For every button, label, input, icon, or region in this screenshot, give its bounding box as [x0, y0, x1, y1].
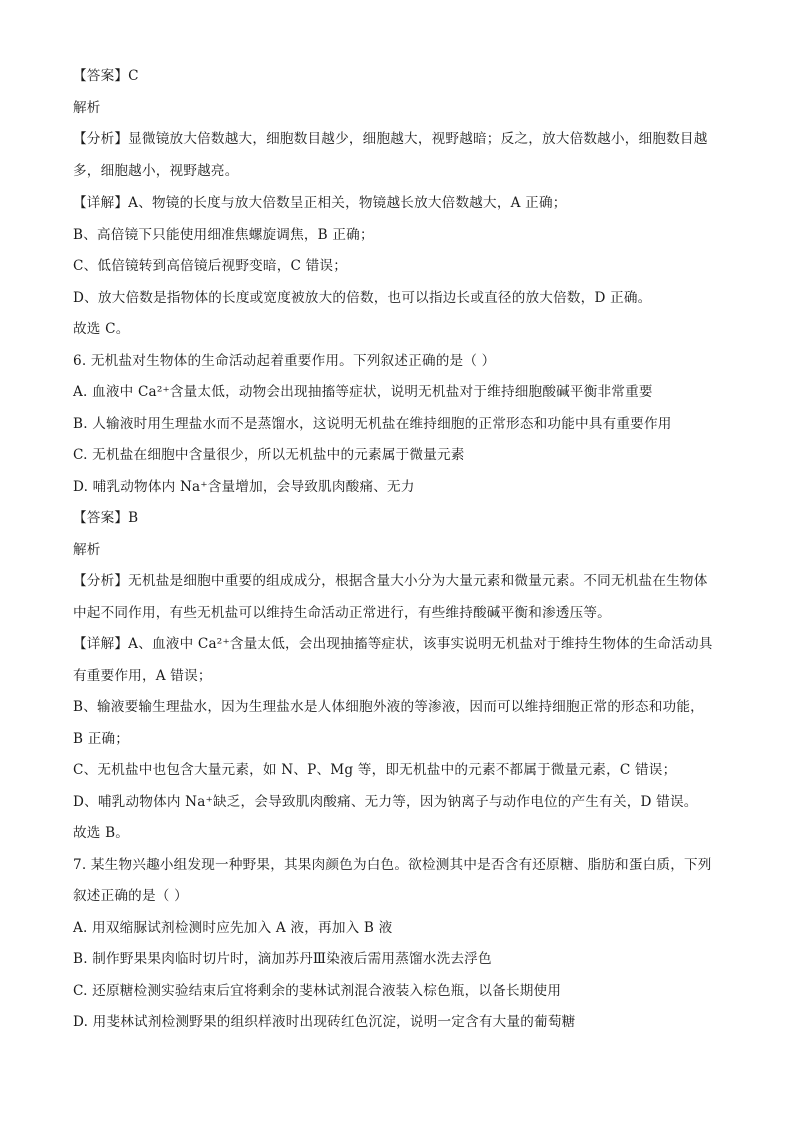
question-6-option-c: C. 无机盐在细胞中含量很少，所以无机盐中的元素属于微量元素	[73, 447, 465, 463]
question-7-stem: 7. 某生物兴趣小组发现一种野果，其果肉颜色为白色。欲检测其中是否含有还原糖、脂肪和蛋白质，下列	[73, 857, 712, 873]
question-6-option-a: A. 血液中 Ca²⁺含量太低，动物会出现抽搐等症状，说明无机盐对于维持细胞酸碱平衡非常重要	[73, 384, 653, 400]
analysis-text: 【分析】无机盐是细胞中重要的组成成分，根据含量大小分为大量元素和微量元素。不同无机盐在生物体	[73, 573, 708, 589]
detail-text: C、低倍镜转到高倍镜后视野变暗，C 错误；	[73, 258, 348, 274]
question-6-option-b: B. 人输液时用生理盐水而不是蒸馏水，这说明无机盐在维持细胞的正常形态和功能中具有重要作用	[73, 416, 672, 432]
detail-text: B 正确；	[73, 731, 130, 747]
detail-text: B、输液要输生理盐水，因为生理盐水是人体细胞外液的等渗液，因而可以维持细胞正常的形态和功能，	[73, 699, 704, 715]
answer-line: 【答案】C	[73, 68, 139, 84]
question-7-option-c: C. 还原糖检测实验结束后宜将剩余的斐林试剂混合液装入棕色瓶，以备长期使用	[73, 983, 562, 999]
analysis-heading: 解析	[73, 542, 101, 558]
question-7-option-d: D. 用斐林试剂检测野果的组织样液时出现砖红色沉淀，说明一定含有大量的葡萄糖	[73, 1014, 576, 1030]
question-7-stem: 叙述正确的是（ ）	[73, 888, 188, 904]
conclusion-text: 故选 C。	[73, 321, 130, 337]
detail-text: 有重要作用，A 错误；	[73, 668, 212, 684]
detail-text: B、高倍镜下只能使用细准焦螺旋调焦，B 正确；	[73, 227, 374, 243]
analysis-text: 【分析】显微镜放大倍数越大，细胞数目越少，细胞越大，视野越暗；反之，放大倍数越小，细胞数目越	[73, 131, 708, 147]
conclusion-text: 故选 B。	[73, 825, 130, 841]
analysis-heading: 解析	[73, 100, 101, 116]
analysis-text: 多，细胞越小，视野越亮。	[73, 163, 239, 179]
analysis-text: 中起不同作用，有些无机盐可以维持生命活动正常进行，有些维持酸碱平衡和渗透压等。	[73, 605, 611, 621]
question-7-option-a: A. 用双缩脲试剂检测时应先加入 A 液，再加入 B 液	[73, 920, 393, 936]
detail-text: D、放大倍数是指物体的长度或宽度被放大的倍数，也可以指边长或直径的放大倍数，D 正确。	[73, 290, 652, 306]
question-6-option-d: D. 哺乳动物体内 Na⁺含量增加，会导致肌肉酸痛、无力	[73, 479, 415, 495]
question-6-stem: 6. 无机盐对生物体的生命活动起着重要作用。下列叙述正确的是（ ）	[73, 353, 496, 369]
question-7-option-b: B. 制作野果果肉临时切片时，滴加苏丹Ⅲ染液后需用蒸馏水洗去浮色	[73, 951, 492, 967]
detail-text: 【详解】A、血液中 Ca²⁺含量太低，会出现抽搐等症状，该事实说明无机盐对于维持生物体的生命活动具	[73, 636, 713, 652]
answer-line: 【答案】B	[73, 510, 139, 526]
detail-text: 【详解】A、物镜的长度与放大倍数呈正相关，物镜越长放大倍数越大，A 正确；	[73, 195, 567, 211]
detail-text: C、无机盐中也包含大量元素，如 N、P、Mg 等，即无机盐中的元素不都属于微量元素，C 错误；	[73, 762, 677, 778]
detail-text: D、哺乳动物体内 Na⁺缺乏，会导致肌肉酸痛、无力等，因为钠离子与动作电位的产生有关，D 错误。	[73, 794, 698, 810]
